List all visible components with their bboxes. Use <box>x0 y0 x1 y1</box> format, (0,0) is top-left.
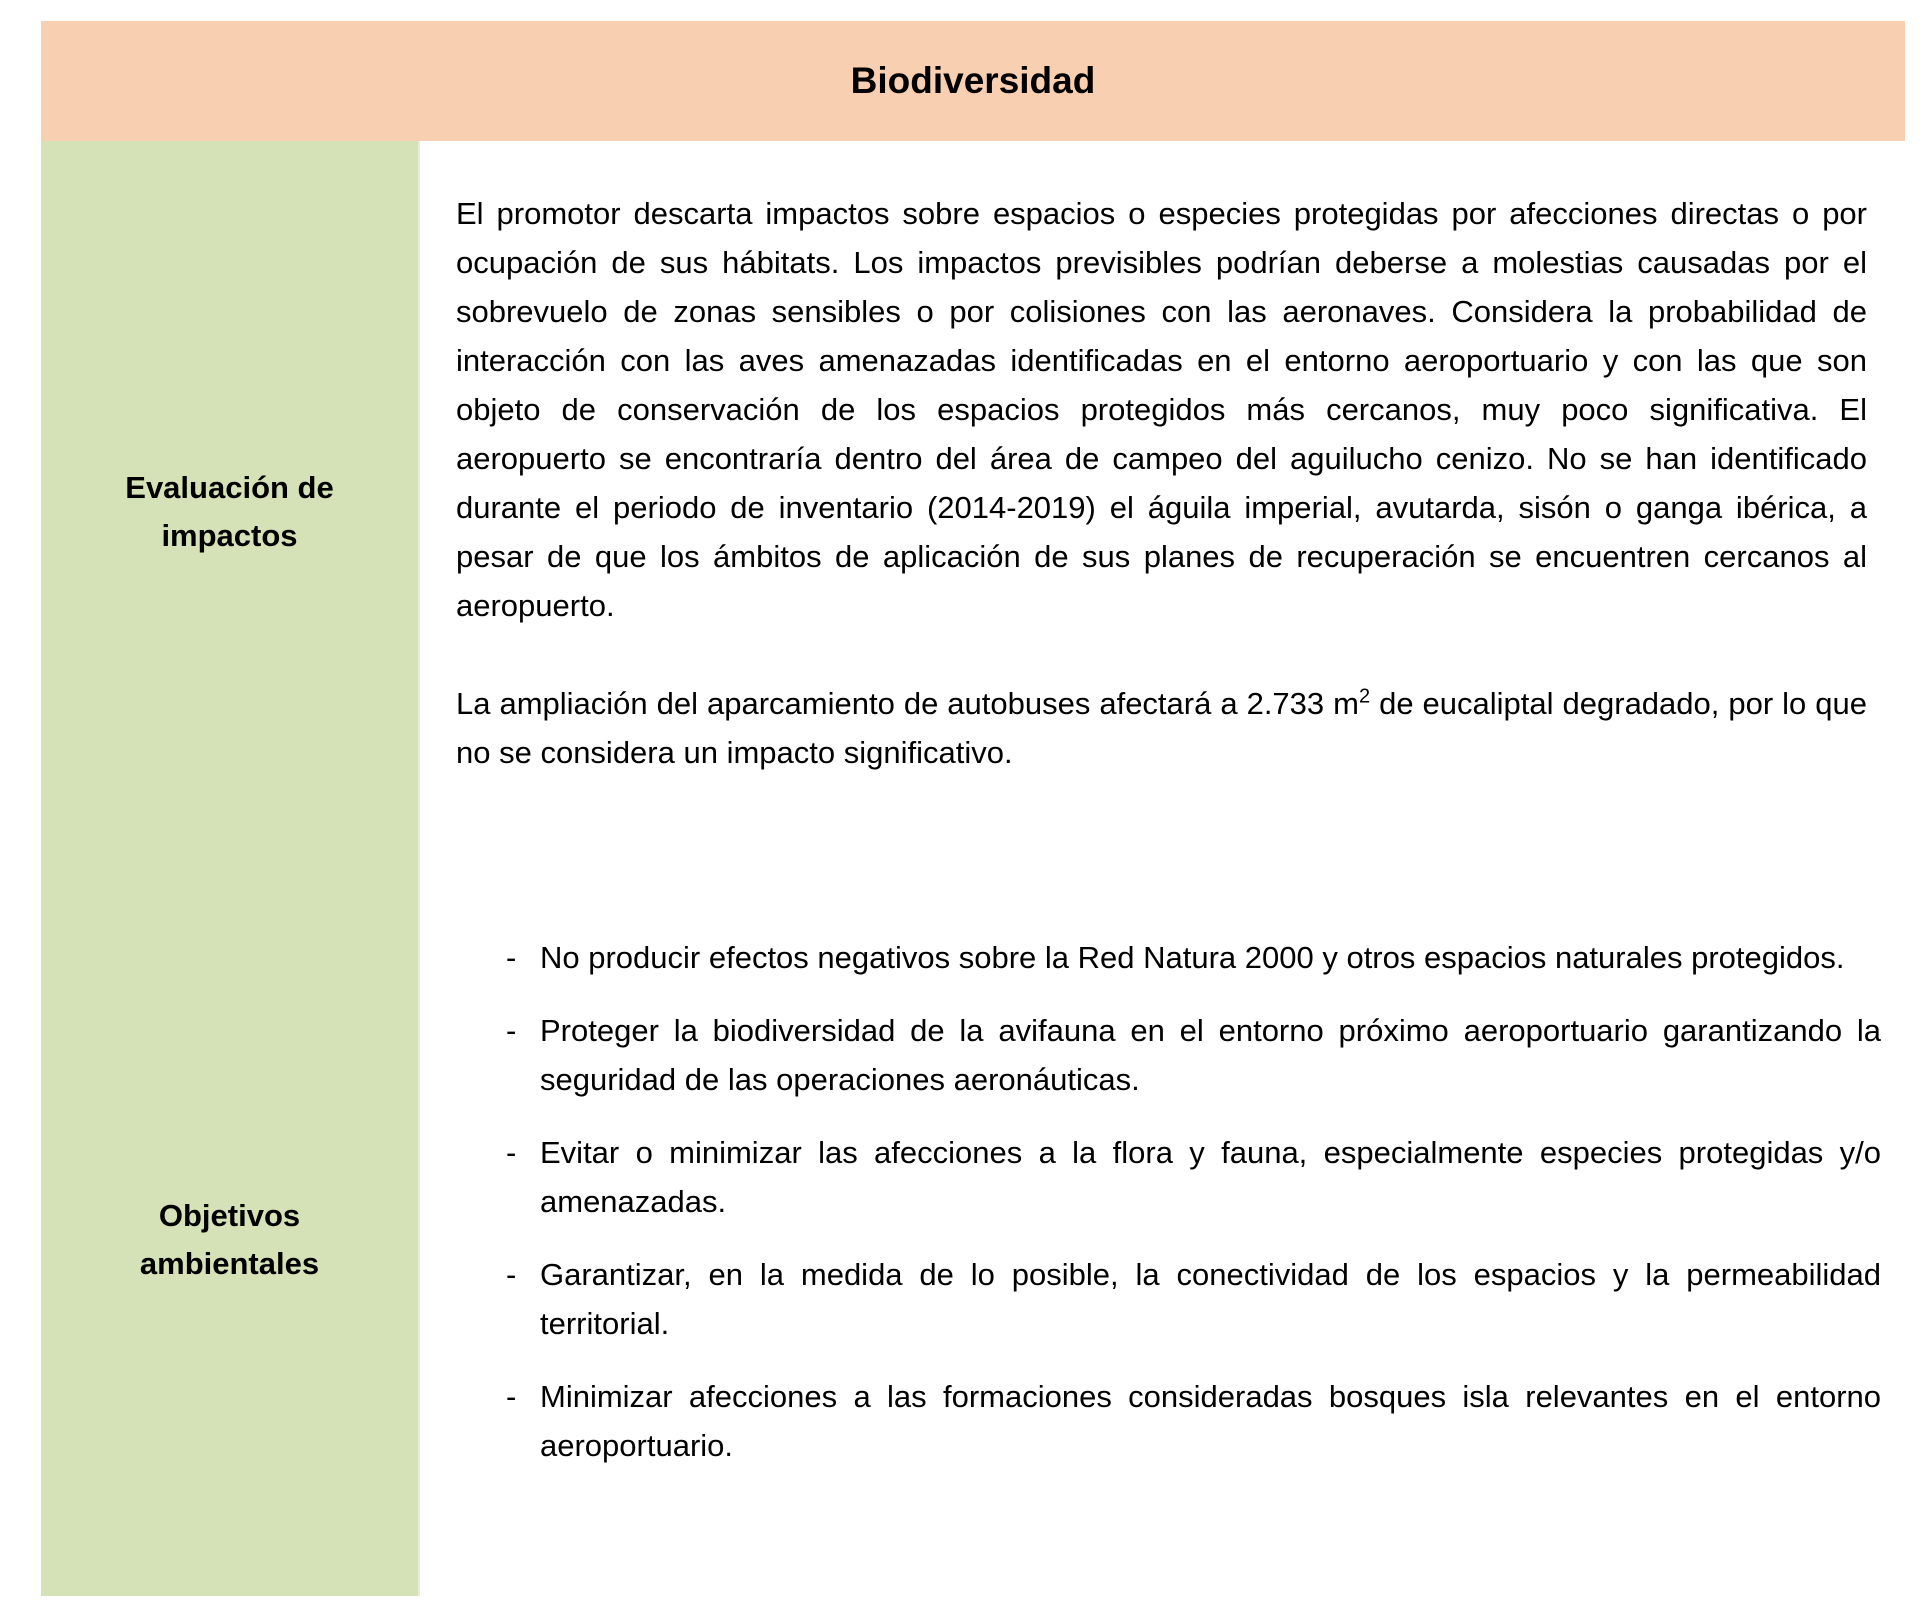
list-item <box>506 933 1881 982</box>
dash-bullet: - <box>506 1257 517 1292</box>
biodiversity-table <box>41 21 1905 1596</box>
evaluacion-label-line1: Evaluación de <box>125 470 334 505</box>
table-title: Biodiversidad <box>850 60 1096 101</box>
evaluacion-paragraph-1: El promotor descarta impactos sobre espacios o especies protegidas por afecciones directas o por ocupación de sus hábitats. Los impactos previsibles podrían deberse a molestias causadas por el sobrevuelo de zonas sensibles o por colisiones con las aeronaves. Considera la probabilidad de interacción con las aves amenazadas identificadas en el entorno aeroportuario y con las que son objeto de conservación de los espacios protegidos más cercanos, muy poco significativa. El aeropuerto se encontraría dentro del área de campeo del aguilucho cenizo. No se han identificado durante el periodo de inventario (2014-2019) el águila imperial, avutarda, sisón o ganga ibérica, a pesar de que los ámbitos de aplicación de sus planes de recuperación se encuentren cercanos al aeropuerto. <box>456 196 1867 623</box>
list-item <box>506 1372 1881 1470</box>
objetivos-list <box>506 933 1881 1470</box>
dash-bullet: - <box>506 1135 517 1170</box>
paragraph-2-before: La ampliación del aparcamiento de autobuses afectará a 2.733 m <box>456 686 1359 721</box>
superscript-2: 2 <box>1358 685 1371 708</box>
list-item <box>506 1250 1881 1348</box>
list-item-text: Garantizar, en la medida de lo posible, la conectividad de los espacios y la permeabilidad territorial. <box>540 1257 1881 1341</box>
paragraph-2-after: de eucaliptal degradado, por lo que no se considera un impacto significativo. <box>456 686 1868 770</box>
list-item-text: No producir efectos negativos sobre la Red Natura 2000 y otros espacios naturales protegidos. <box>540 940 1845 975</box>
dash-bullet: - <box>506 1013 517 1048</box>
dash-bullet: - <box>506 1379 517 1414</box>
list-item-text: Proteger la biodiversidad de la avifauna en el entorno próximo aeroportuario garantizando la seguridad de las operaciones aeronáuticas. <box>540 1013 1881 1097</box>
list-item <box>506 1128 1881 1226</box>
objetivos-label-line1: Objetivos <box>158 1197 301 1233</box>
evaluacion-label-line2: impactos <box>161 518 298 553</box>
list-item-text: Minimizar afecciones a las formaciones consideradas bosques isla relevantes en el entorno aeroportuario. <box>540 1379 1881 1463</box>
objetivos-row <box>41 883 1905 1596</box>
evaluacion-label <box>41 141 420 883</box>
evaluacion-paragraph-2 <box>456 679 1867 777</box>
list-item-text: Evitar o minimizar las afecciones a la flora y fauna, especialmente especies protegidas y/o amenazadas. <box>540 1135 1881 1219</box>
evaluacion-content <box>420 141 1905 883</box>
objetivos-content <box>420 883 1905 1596</box>
objetivos-label-line2: ambientales <box>139 1245 320 1281</box>
objetivos-label <box>41 883 420 1596</box>
evaluacion-row <box>41 141 1905 883</box>
list-item <box>506 1006 1881 1104</box>
table-header <box>41 21 1905 141</box>
dash-bullet: - <box>506 940 517 975</box>
